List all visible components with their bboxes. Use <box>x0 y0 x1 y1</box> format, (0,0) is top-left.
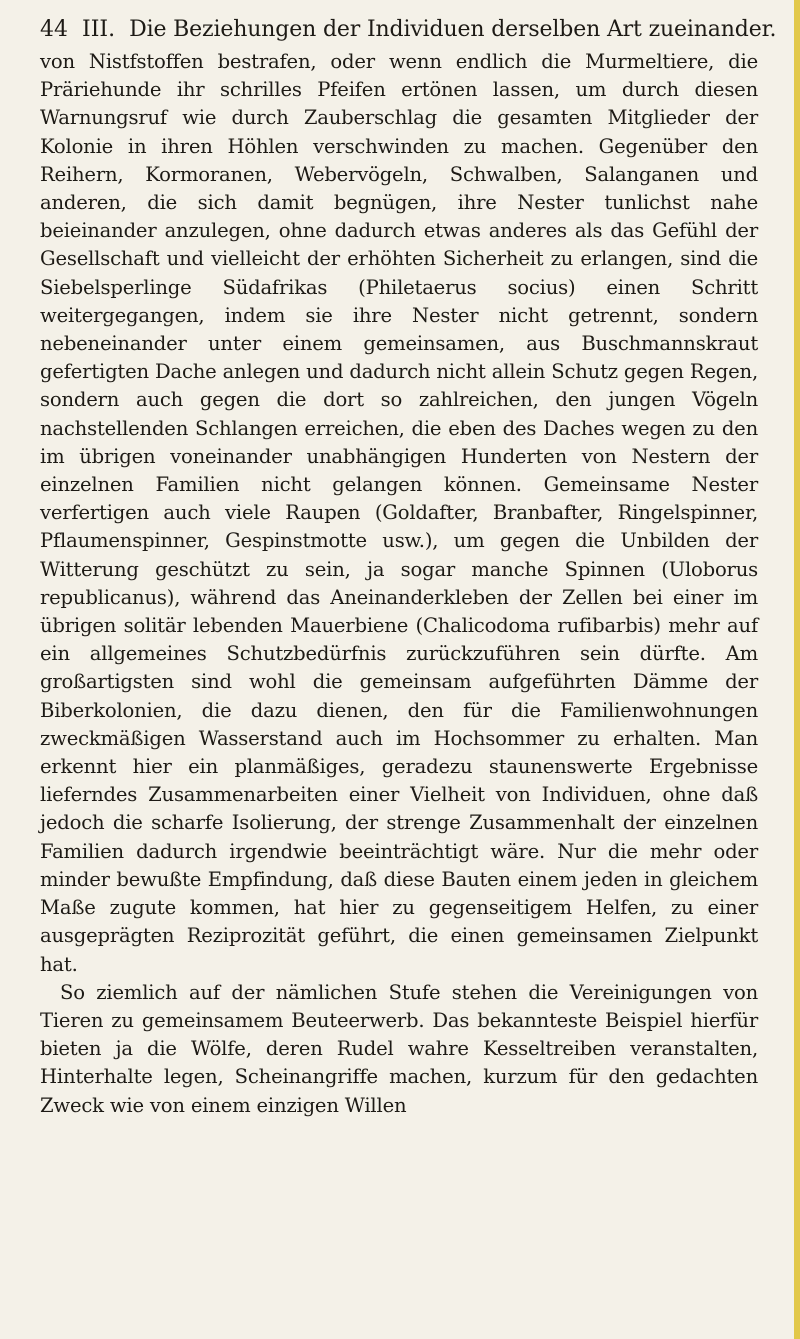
chapter-number: III. <box>82 17 116 42</box>
page-header <box>40 16 777 44</box>
page-number: 44 <box>40 17 68 42</box>
paragraph: So ziemlich auf der nämlichen Stufe stehen die Vereinigungen von Tieren zu gemeinsamem Beuteerwerb. Das bekannteste Beispiel hierfür bieten ja die Wölfe, deren Rudel wahre Kesseltreiben veranstalten, Hinterhalte legen, Scheinangriffe machen, kurzum für den gedachten Zweck wie von einem einzigen Willen <box>40 980 758 1117</box>
page-edge <box>794 0 800 1339</box>
body-text <box>40 48 758 1120</box>
paragraph: von Nistfstoffen bestrafen, oder wenn endlich die Murmeltiere, die Präriehunde ihr schrilles Pfeifen ertönen lassen, um durch diesen Warnungsruf wie durch Zauberschlag die gesamten Mitglieder der Kolonie in ihren Höhlen verschwinden zu machen. Gegenüber den Reihern, Kormoranen, Webervögeln, Schwalben, Salanganen und anderen, die sich damit begnügen, ihre Nester tunlichst nahe beieinander anzulegen, ohne dadurch etwas anderes als das Gefühl der Gesellschaft und vielleicht der erhöhten Sicherheit zu erlangen, sind die Siebelsperlinge Südafrikas (Philetaerus socius) einen Schritt weitergegangen, indem sie ihre Nester nicht getrennt, sondern nebeneinander unter einem gemeinsamen, aus Buschmannskraut gefertigten Dache anlegen und dadurch nicht allein Schutz gegen Regen, sondern auch gegen die dort so zahlreichen, den jungen Vögeln nachstellenden Schlangen erreichen, die eben des Daches wegen zu den im übrigen voneinander unabhängigen Hunderten von Nestern der einzelnen Familien nicht gelangen können. Gemeinsame Nester verfertigen auch viele Raupen (Goldafter, Branbafter, Ringelspinner, Pflaumenspinner, Gespinstmotte usw.), um gegen die Unbilden der Witterung geschützt zu sein, ja sogar manche Spinnen (Uloborus republicanus), während das Aneinanderkleben der Zellen bei einer im übrigen solitär lebenden Mauerbiene (Chalicodoma rufibarbis) mehr auf ein allgemeines Schutzbedürfnis zurückzuführen sein dürfte. Am großartigsten sind wohl die gemeinsam aufgeführten Dämme der Biberkolonien, die dazu dienen, den für die Familienwohnungen zweckmäßigen Wasserstand auch im Hochsommer zu erhalten. Man erkennt hier ein planmäßiges, geradezu staunenswerte Ergebnisse lieferndes Zusammenarbeiten einer Vielheit von Individuen, ohne daß jedoch die scharfe Isolierung, der strenge Zusammenhalt der einzelnen Familien dadurch irgendwie beeinträchtigt wäre. Nur die mehr oder minder bewußte Empfindung, daß diese Bauten einem jeden in gleichem Maße zugute kommen, hat hier zu gegenseitigem Helfen, zu einer ausgeprägten Reziprozität geführt, die einen gemeinsamen Zielpunkt hat. <box>40 50 758 976</box>
running-title: Die Beziehungen der Individuen derselben Art zueinander. <box>129 17 777 42</box>
